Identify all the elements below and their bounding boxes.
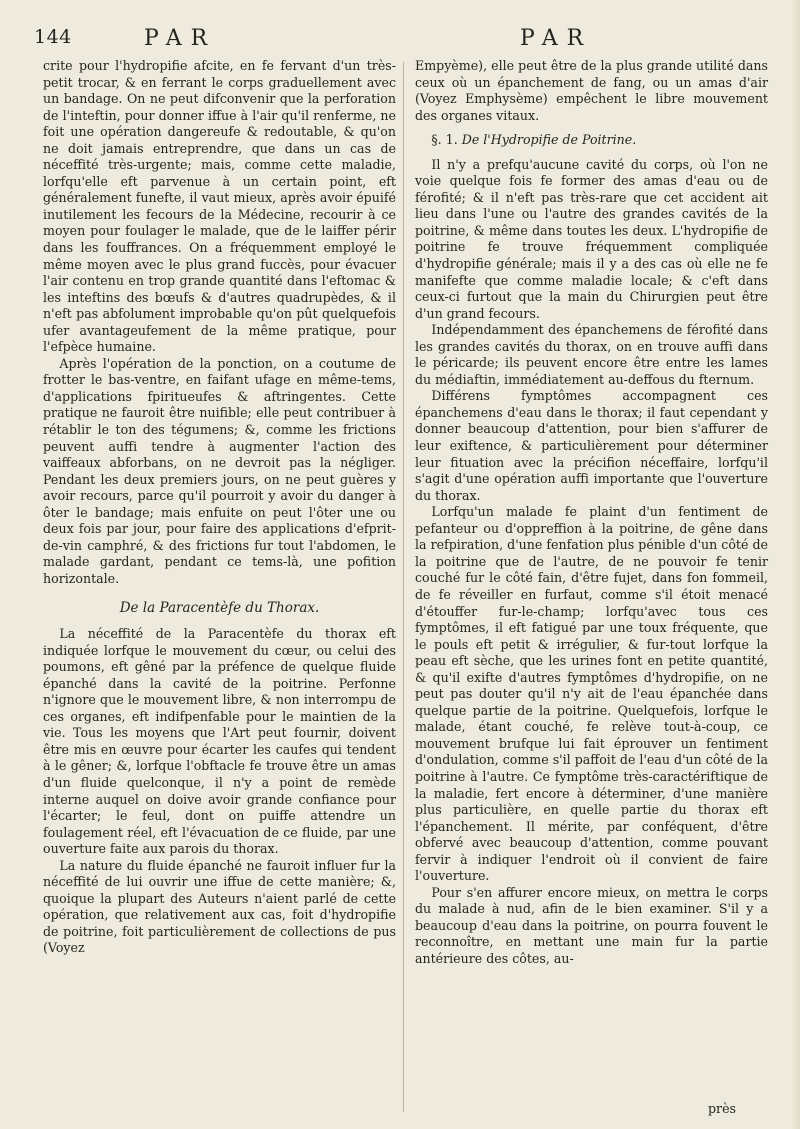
left-column	[43, 58, 396, 957]
paragraph: Indépendamment des épanchemens de férofité dans les grandes cavités du thorax, on en trouve auffi dans le péricarde; ils peuvent encore être entre les lames du médiaftin, immédiatement au-deffous du fternum.	[415, 322, 768, 387]
catchword: près	[708, 1101, 736, 1116]
section-number: §. 1.	[431, 132, 458, 148]
paragraph: La nature du fluide épanché ne fauroit influer fur la néceffité de lui ouvrir une iffue de cette manière; &, quoique la plupart des Auteurs n'aient parlé de cette opération, que relativement aux cas, foit d'hydropifie de poitrine, foit particulièrement de collections de pus (Voyez	[43, 857, 396, 956]
paragraph: Différens fymptômes accompagnent ces épanchemens d'eau dans le thorax; il faut cependant y donner beaucoup d'attention, pour bien s'affurer de leur exiftence, & particulièrement pour déterminer leur fituation avec la précifion néceffaire, lorfqu'il s'agit d'une opération auffi importante que l'ouverture du thorax.	[415, 388, 768, 503]
paragraph: Après l'opération de la ponction, on a coutume de frotter le bas-ventre, en faifant ufage en même-tems, d'applications fpiritueufes & aftringentes. Cette pratique ne fauroit être nuifible; elle peut contribuer à rétablir le ton des tégumens; &, comme les frictions peuvent auffi tendre à augmenter l'action des vaiffeaux abforbans, on ne devroit pas la négliger. Pendant les deux premiers jours, on ne peut guères y avoir recours, parce qu'il pourroit y avoir du danger à ôter le bandage; mais enfuite on peut l'ôter une ou deux fois par jour, pour faire des applications d'efprit-de-vin camphré, & des frictions fur tout l'abdomen, le malade gardant, pendant ce tems-là, une pofition horizontale.	[43, 355, 396, 586]
column-divider	[403, 62, 404, 1112]
running-head-left: PAR	[144, 26, 217, 51]
section-heading: De la Paracentèfe du Thorax.	[119, 599, 320, 616]
paragraph: Empyème), elle peut être de la plus grande utilité dans ceux où un épanchement de fang, ou un amas d'air (Voyez Emphysème) empêchent le libre mouvement des organes vitaux.	[415, 58, 768, 123]
running-head-right: PAR	[520, 26, 593, 51]
paragraph: crite pour l'hydropifie afcite, en fe fervant d'un très-petit trocar, & en ferrant le corps graduellement avec un bandage. On ne peut difconvenir que la perforation de l'inteftin, pour donner iffue à l'air qu'il renferme, ne foit une opération dangereufe & redoutable, & qu'on ne doit jamais entreprendre, que dans un cas de néceffité très-urgente; mais, comme cette maladie, lorfqu'elle eft parvenue à un certain point, eft généralement funefte, il vaut mieux, après avoir épuifé inutilement les fecours de la Médecine, recourir à ce moyen pour foulager le malade, que de le laiffer périr dans les fouffrances. On a fréquemment employé le même moyen avec le plus grand fuccès, pour évacuer l'air contenu en trop grande quantité dans l'eftomac & les inteftins des bœufs & d'autres quadrupèdes, & il n'eft pas abfolument improbable qu'on pût quelquefois ufer avantageufement de la même pratique, pour l'efpèce humaine.	[43, 58, 396, 355]
section-heading	[415, 132, 768, 149]
page-header	[34, 26, 774, 54]
right-column	[415, 58, 768, 968]
paragraph: La néceffité de la Paracentèfe du thorax eft indiquée lorfque le mouvement du cœur, ou celui des poumons, eft gêné par la préfence de quelque fluide épanché dans la cavité de la poitrine. Perfonne n'ignore que le mouvement libre, & non interrompu de ces organes, eft indifpenfable pour le maintien de la vie. Tous les moyens que l'Art peut fournir, doivent être mis en œuvre pour écarter les caufes qui tendent à le gêner; &, lorfque l'obftacle fe trouve être un amas d'un fluide quelconque, il n'y a point de remède interne auquel on doive avoir grande confiance pour l'écarter; le feul, dont on puiffe attendre un foulagement réel, eft l'évacuation de ce fluide, par une ouverture faite aux parois du thorax.	[43, 626, 396, 857]
page-edge	[790, 0, 800, 1129]
paragraph: Pour s'en affurer encore mieux, on mettra le corps du malade à nud, afin de le bien examiner. S'il y a beaucoup d'eau dans la poitrine, on pourra fouvent le reconnoître, en mettant une main fur la partie antérieure des côtes, au-	[415, 884, 768, 966]
section-title: De l'Hydropifie de Poitrine.	[461, 132, 637, 148]
page-number: 144	[34, 26, 72, 48]
paragraph: Il n'y a prefqu'aucune cavité du corps, où l'on ne voie quelque fois fe former des amas d'eau ou de férofité; & il n'eft pas très-rare que cet accident ait lieu dans l'une ou l'autre des grandes cavités de la poitrine, & même dans toutes les deux. L'hydropifie de poitrine fe trouve fréquemment compliquée d'hydropifie générale; mais il y a des cas où elle ne fe manifefte que comme maladie locale; & c'eft dans ceux-ci furtout que la main du Chirurgien peut être d'un grand fecours.	[415, 156, 768, 321]
paragraph: Lorfqu'un malade fe plaint d'un fentiment de pefanteur ou d'oppreffion à la poitrine, de gêne dans la refpiration, d'une fenfation plus pénible d'un côté de la poitrine que de l'autre, de ne pouvoir fe tenir couché fur le côté fain, d'être fujet, dans fon fommeil, de fe réveiller en furfaut, comme s'il étoit menacé d'étouffer fur-le-champ; lorfqu'avec tous ces fymptômes, il eft fatigué par une toux fréquente, que le pouls eft petit & irrégulier, & fur-tout lorfque la peau eft sèche, que les urines font en petite quantité, & qu'il exifte d'autres fymptômes d'hydropifie, on ne peut pas douter qu'il n'y ait de l'eau épanchée dans quelque partie de la poitrine. Quelquefois, lorfque le malade, étant couché, fe relève tout-à-coup, ce mouvement brufque lui fait éprouver un fentiment d'ondulation, comme s'il paffoit de l'eau d'un côté de la poitrine à l'autre. Ce fymptôme très-caractériftique de la maladie, fert encore à déterminer, d'une manière plus particulière, en quelle partie du thorax eft l'épanchement. Il mérite, par conféquent, d'être obfervé avec beaucoup d'attention, comme pouvant fervir à indiquer l'endroit où il convient de faire l'ouverture.	[415, 504, 768, 884]
